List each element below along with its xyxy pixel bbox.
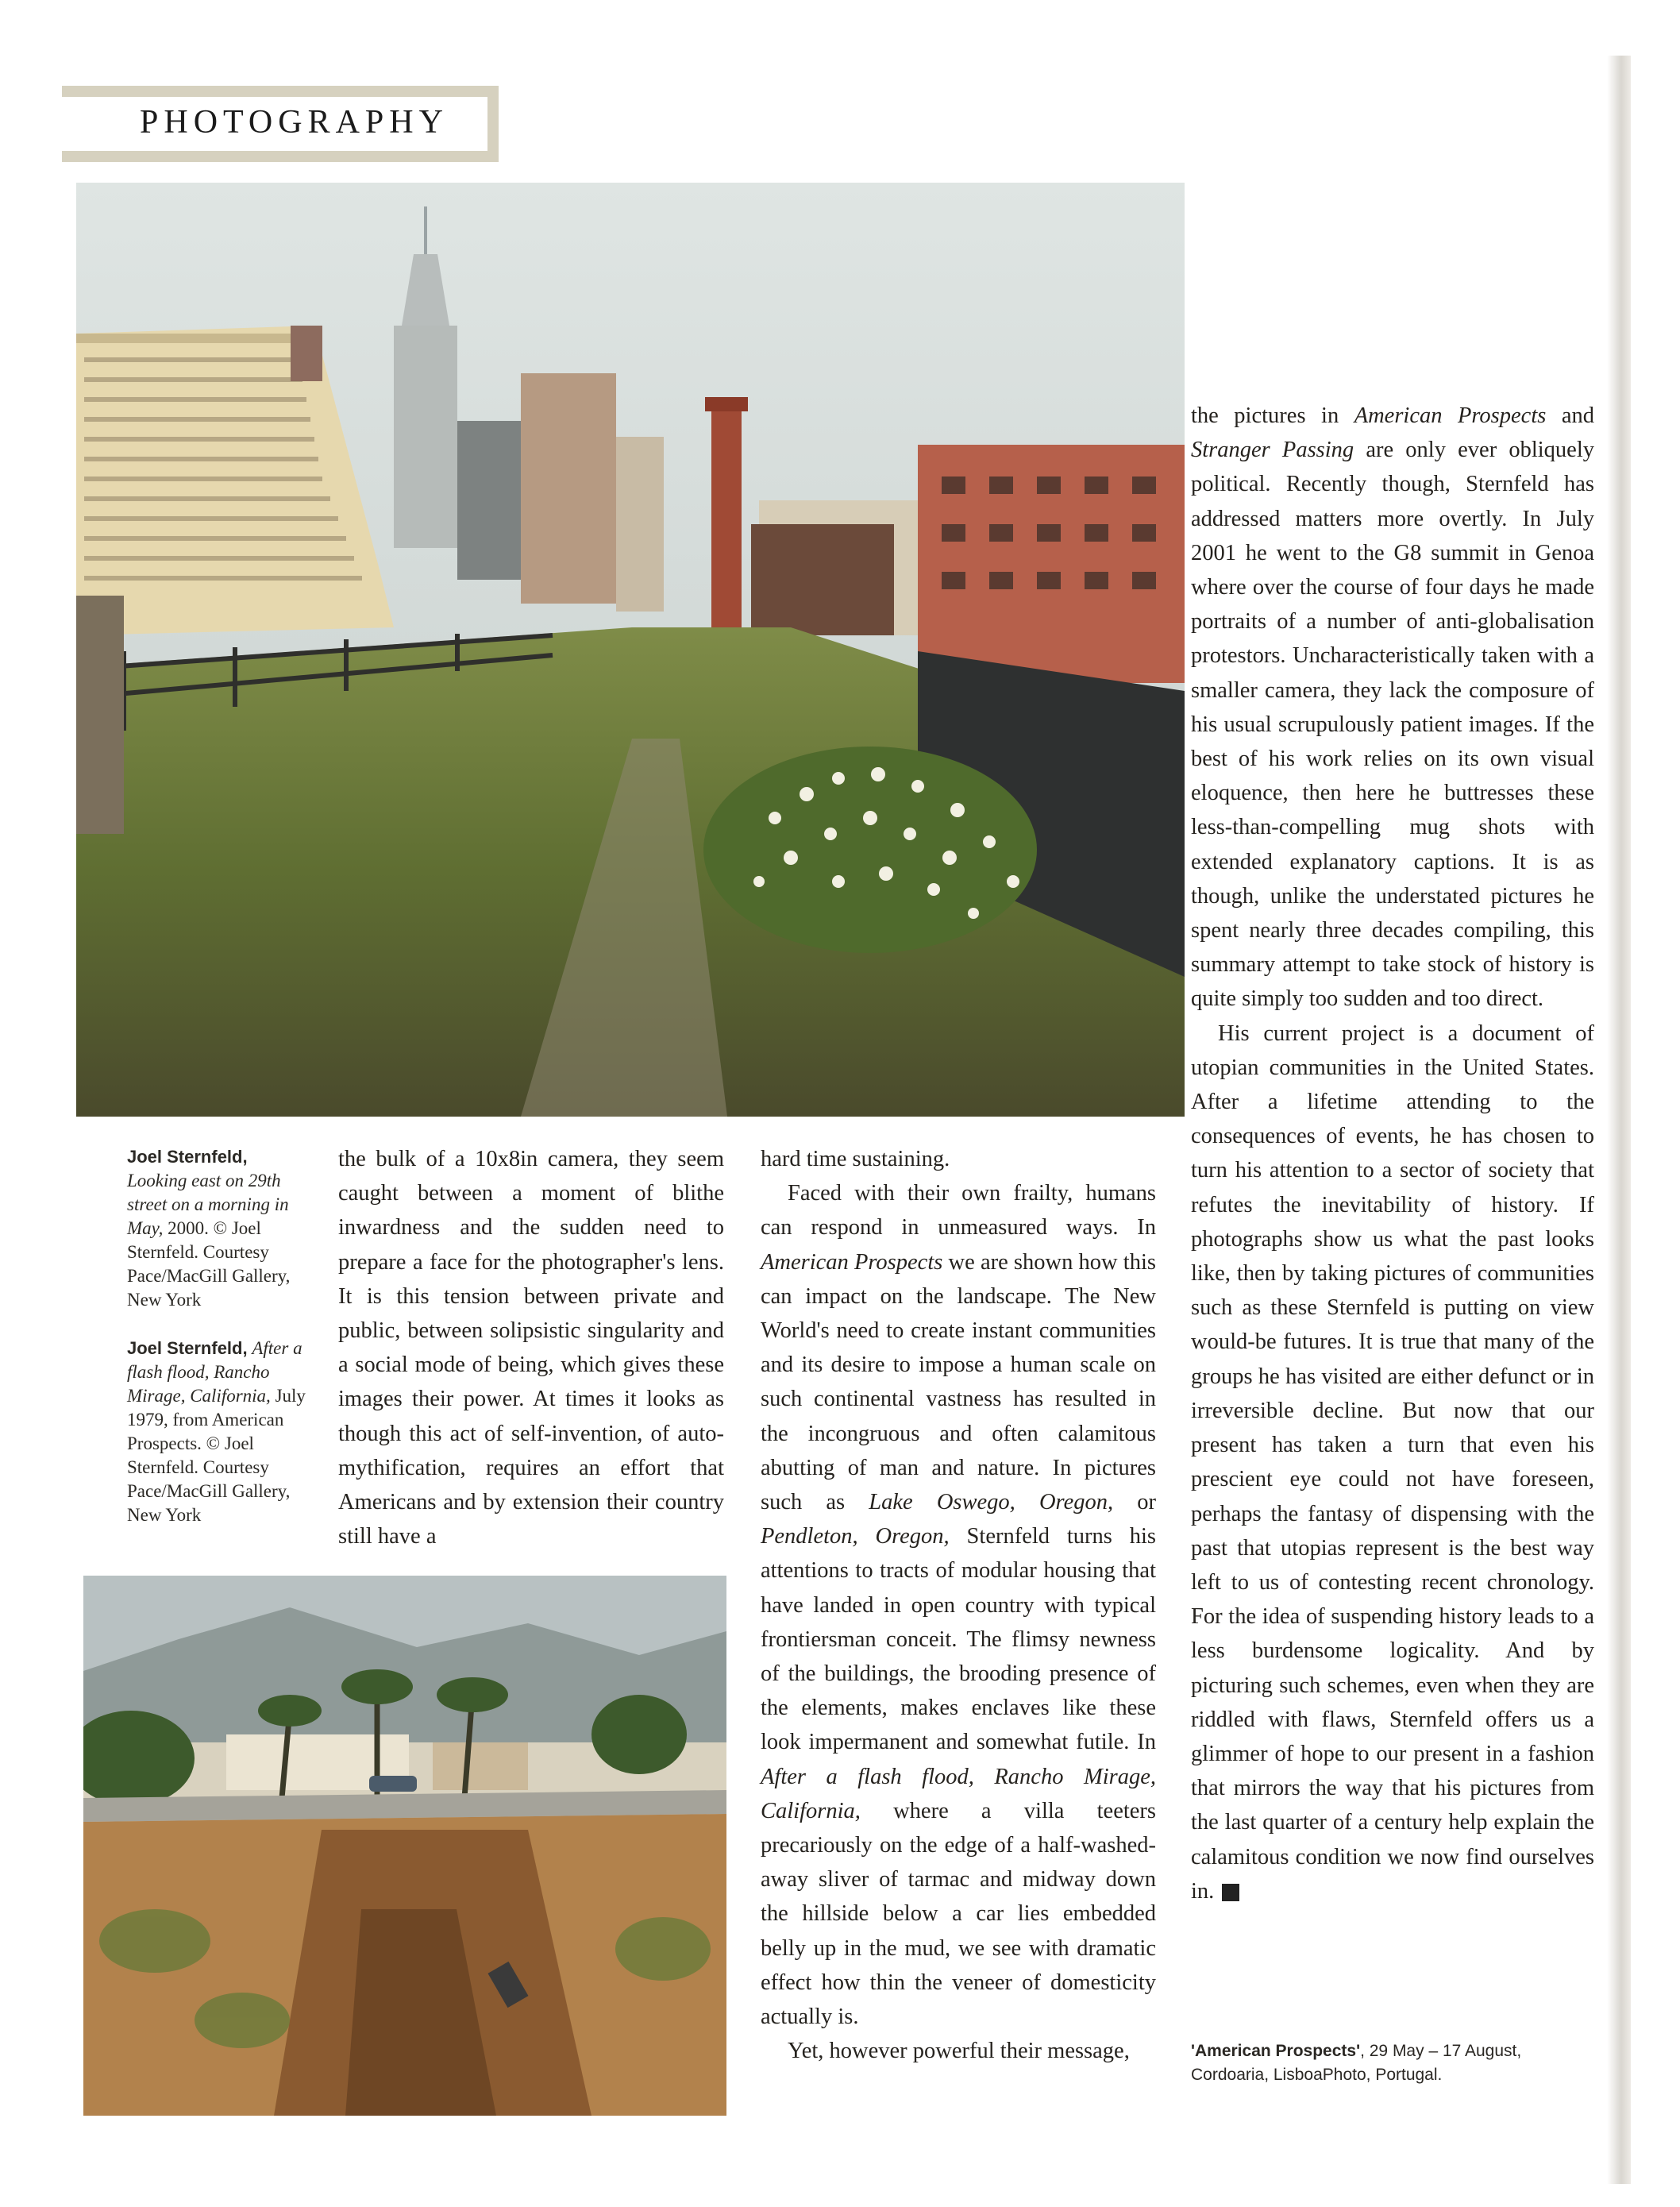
page-edge (1607, 56, 1631, 2184)
paragraph (1191, 399, 1594, 1017)
text-run: and (1546, 403, 1594, 428)
text-run: we are shown how this can impact on the landscape. The New World's need to create instant communities and its desire to impose a human scale on such continental vastness has resulted in the incongruous and often calamitous abutting of man and nature. In pictures such as (761, 1249, 1156, 1515)
photo-after-a-flash-flood (83, 1576, 726, 2116)
text-run: are only ever obliquely political. Recently though, Sternfeld has addressed matters more overtly. In July 2001 he went to the G8 summit in Genoa where over the course of four days he made portraits of a number of anti-globalisation protestors. Uncharacteristically taken with a smaller camera, they lack the composure of his usual scrupulously patient images. If the best of his work relies on its own visual eloquence, then here he buttresses these less-than-compelling mug shots with extended explanatory captions. It is as though, unlike the understated pictures he spent nearly three decades compiling, this summary attempt to take stock of history is quite simply too sudden and too direct. (1191, 438, 1595, 1012)
end-mark-icon: MP (1222, 1884, 1239, 1901)
text-run: Faced with their own frailty, humans can respond in unmeasured ways. In (761, 1181, 1156, 1240)
photo-illustration (83, 1576, 726, 2116)
photo-illustration (76, 183, 1185, 1117)
caption-details: 2000. © Joel Sternfeld. Courtesy Pace/MacGill Gallery, New York (127, 1218, 291, 1310)
article-column-2 (761, 1142, 1156, 2068)
exhibition-credit (1191, 2039, 1556, 2087)
italic-title: Pendleton, Oregon, (761, 1524, 950, 1549)
text-run: Sternfeld turns his attentions to tracts of modular housing that have landed in open country with typical frontiersman conceit. The flimsy newness of the buildings, the brooding presence of the elements, makes enclaves like these look impermanent and somewhat futile. In (761, 1524, 1157, 1755)
text-run: the pictures in (1191, 403, 1354, 428)
text-run: where a villa teeters precariously on the edge of a half-washed-away sliver of tarmac and midway down the hillside below a car lies embedded belly up in the mud, we see with dramatic effect how thin the veneer of domesticity actually is. (761, 1798, 1156, 2030)
italic-title: After a flash flood, Rancho Mirage, California, (761, 1764, 1156, 1823)
italic-title: American Prospects (1354, 403, 1547, 428)
article-column-3 (1191, 399, 1594, 1908)
article-column-1 (338, 1142, 724, 1553)
paragraph (761, 1176, 1156, 2034)
paragraph (1191, 1017, 1594, 1908)
caption-title: Looking east on 29th street on a morning in May, (127, 1171, 289, 1238)
caption-details: July 1979, from American Prospects. © Joel Sternfeld. Courtesy Pace/MacGill Gallery, New York (127, 1386, 306, 1525)
italic-title: Stranger Passing (1191, 438, 1354, 463)
paragraph: Yet, however powerful their message, (788, 2039, 1130, 2064)
caption-artist: Joel Sternfeld, (127, 1338, 248, 1358)
exhibition-title: 'American Prospects' (1191, 2042, 1361, 2060)
section-label: PHOTOGRAPHY (140, 104, 449, 141)
paragraph: the bulk of a 10x8in camera, they seem caught between a moment of blithe inwardness and the sudden need to prepare a face for the photographer's lens. It is this tension between private and public, between solipsistic singularity and a social mode of being, which gives these images their power. At times it looks as though this act of self-invention, of auto-mythification, requires an effort that Americans and by extension their country still have a (338, 1147, 724, 1549)
italic-title: American Prospects (761, 1249, 943, 1275)
caption-photo-1 (127, 1145, 318, 1312)
text-run: His current project is a document of utopian communities in the United States. After a lifetime attending to the consequences of events, he has chosen to turn his attention to a sector of society that refutes the inevitability of history. If photographs show us what the past looks like, then by taking pictures of communities such as these Sternfeld is putting on view would-be futures. It is true that many of the groups he has visited are either defunct or in irreversible decline. But now that our present has taken a turn that even his prescient eye could not have foreseen, perhaps the fantasy of dispensing with the past that utopias represent is the best way left to us of contesting recent chronology. For the idea of suspending history leads to a less burdensome logicality. And by picturing such schemes, even when they are riddled with flaws, Sternfeld offers us a glimmer of hope to our present in a fashion that mirrors the way that his pictures from the last quarter of a century help explain the calamitous condition we now find ourselves in. (1191, 1021, 1594, 1904)
photo-looking-east-29th-street (76, 183, 1185, 1117)
exhibition-details: , 29 May – 17 August, Cordoaria, LisboaPhoto, Portugal. (1191, 2042, 1522, 2084)
text-run: or (1113, 1490, 1157, 1515)
italic-title: Lake Oswego, Oregon, (869, 1490, 1114, 1515)
caption-artist: Joel Sternfeld, (127, 1147, 248, 1167)
caption-photo-2 (127, 1337, 318, 1527)
caption-title: After a flash flood, Rancho Mirage, California, (127, 1338, 302, 1406)
paragraph: hard time sustaining. (761, 1147, 950, 1171)
